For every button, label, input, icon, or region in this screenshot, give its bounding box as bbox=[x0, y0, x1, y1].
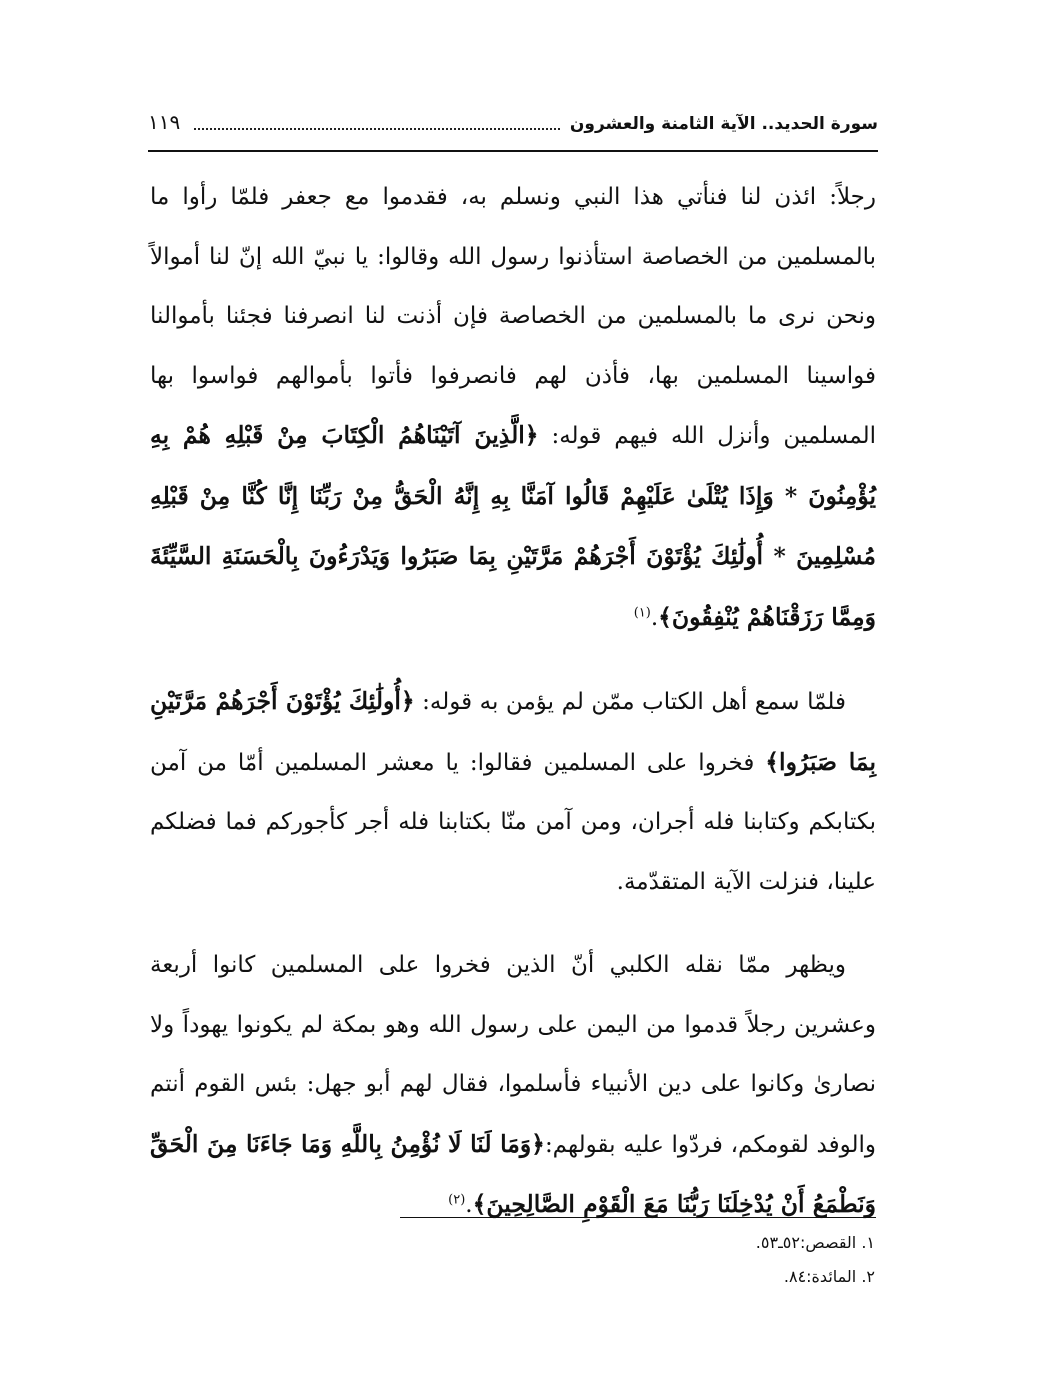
paragraph-3 bbox=[150, 936, 876, 1236]
footnotes bbox=[756, 1226, 875, 1294]
footnote-marker-2: (٢) bbox=[448, 1192, 466, 1208]
header-title: سورة الحديد.. الآية الثامنة والعشرون bbox=[569, 114, 878, 134]
footnote-divider bbox=[400, 1217, 876, 1218]
punctuation: . bbox=[650, 604, 659, 631]
paragraph-2 bbox=[150, 672, 876, 912]
footnote-2: ٢. المائدة:٨٤. bbox=[783, 1267, 875, 1286]
body-text bbox=[150, 168, 876, 1236]
header-divider bbox=[148, 150, 878, 152]
punctuation: . bbox=[465, 1192, 473, 1218]
running-header bbox=[148, 108, 878, 142]
paragraph-3-text: ويظهر ممّا نقله الكلبي أنّ الذين فخروا على المسلمين كانوا أربعة وعشرين رجلاً قدموا من اليمن على رسول الله وهو بمكة لم يكونوا يهوداً ولا نصارىٰ وكانوا على دين الأنبياء فأسلموا، فقال لهم أبو جهل: بئس القوم أنتم والوفد لقومكم، فردّوا عليه بقولهم: bbox=[150, 952, 876, 1158]
footnote-marker-1: (١) bbox=[633, 604, 651, 620]
paragraph-1 bbox=[150, 168, 876, 648]
quran-verse: ﴿الَّذِينَ آتَيْنَاهُمُ الْكِتَابَ مِنْ قَبْلِهِ هُمْ بِهِ يُؤْمِنُونَ * وَإِذَا يُتْلَىٰ عَلَيْهِمْ قَالُوا آمَنَّا بِهِ إِنَّهُ الْحَقُّ مِنْ رَبِّنَا إِنَّا كُنَّا مِنْ قَبْلِهِ مُسْلِمِينَ * أُولَٰئِكَ يُؤْتَوْنَ أَجْرَهُمْ مَرَّتَيْنِ بِمَا صَبَرُوا وَيَدْرَءُونَ بِالْحَسَنَةِ السَّيِّئَةَ وَمِمَّا رَزَقْنَاهُمْ يُنْفِقُونَ﴾ bbox=[150, 421, 876, 631]
quran-verse: ﴿أُولَٰئِكَ يُؤْتَوْنَ أَجْرَهُمْ مَرَّتَيْنِ بِمَا صَبَرُوا﴾ bbox=[150, 687, 876, 776]
paragraph-2-text-end: فخروا على المسلمين فقالوا: يا معشر المسلمين أمّا من آمن بكتابكم وكتابنا فله أجران، ومن آمن منّا بكتابنا فله أجر كأجوركم فما فضلكم علينا، فنزلت الآية المتقدّمة. bbox=[150, 749, 876, 895]
header-leader-dots bbox=[194, 128, 560, 130]
paragraph-2-text-start: فلمّا سمع أهل الكتاب ممّن لم يؤمن به قوله: bbox=[414, 689, 846, 715]
quran-verse: ﴿وَمَا لَنَا لَا نُؤْمِنُ بِاللَّهِ وَمَا جَاءَنَا مِنَ الْحَقِّ وَنَطْمَعُ أَنْ يُدْخِلَنَا رَبُّنَا مَعَ الْقَوْمِ الصَّالِحِينَ﴾ bbox=[150, 1129, 876, 1218]
page-number: ١١٩ bbox=[148, 110, 181, 134]
paragraph-1-text: رجلاً: ائذن لنا فنأتي هذا النبي ونسلم به، فقدموا مع جعفر فلمّا رأوا ما بالمسلمين من الخصاصة استأذنوا رسول الله وقالوا: يا نبيّ الله إنّ لنا أموالاً ونحن نرى ما بالمسلمين من الخصاصة فإن أذنت لنا انصرفنا فجئنا بأموالنا فواسينا المسلمين بها، فأذن لهم فانصرفوا فأتوا بأموالهم فواسوا بها المسلمين وأنزل الله فيهم قوله: bbox=[150, 184, 876, 449]
footnote-1: ١. القصص:٥٢ـ٥٣. bbox=[755, 1233, 875, 1252]
